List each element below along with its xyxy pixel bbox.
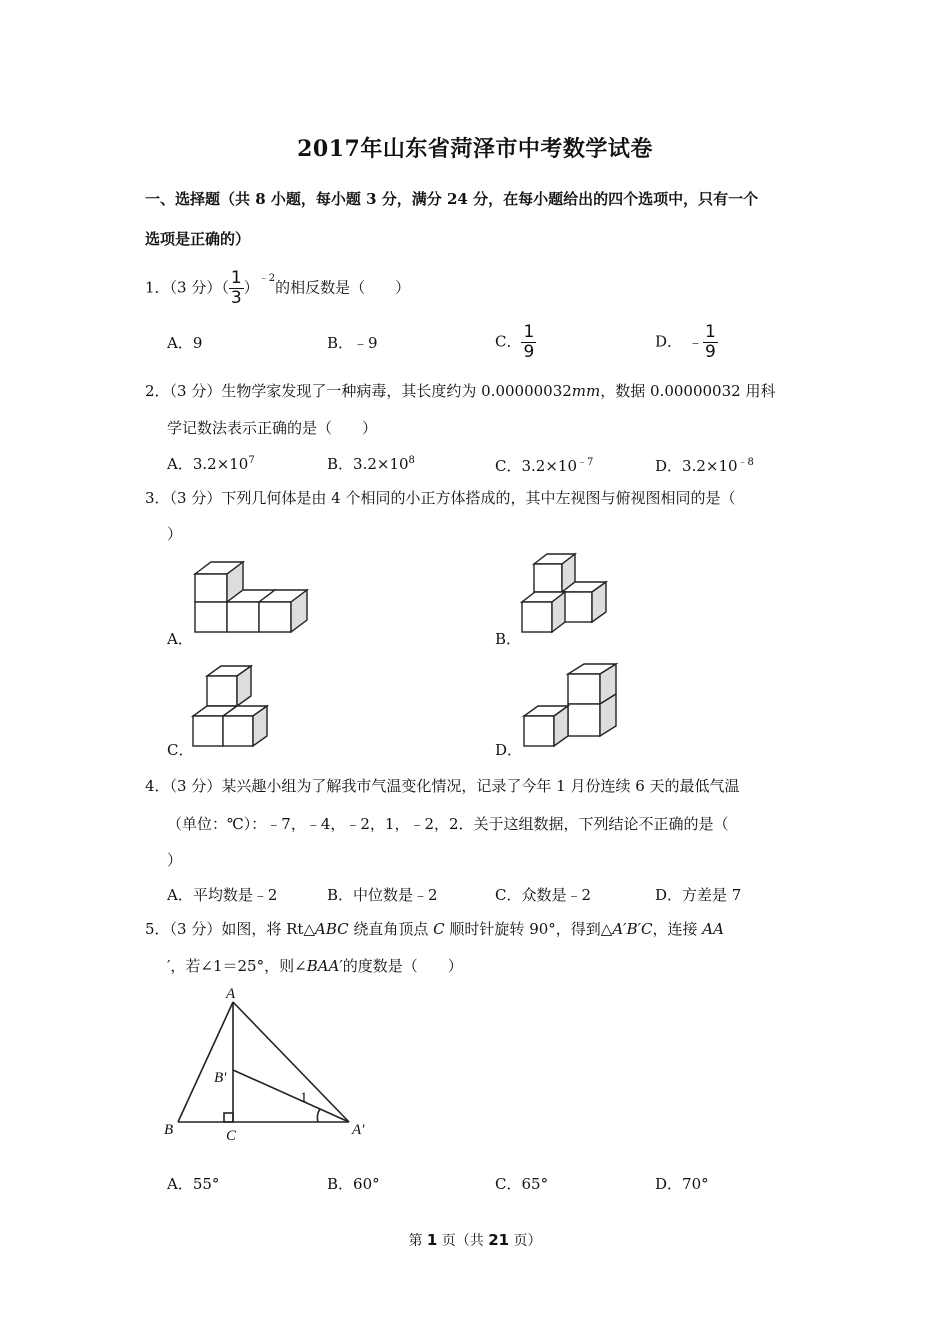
fraction-denominator: 9: [523, 342, 535, 362]
current-page-number: 1: [426, 1231, 438, 1249]
option-text: A．3.2×10: [167, 455, 249, 473]
exponent: ﹣7: [577, 457, 594, 468]
q1-option-c[interactable]: [495, 324, 536, 361]
question-2-line2: 学记数法表示正确的是（ ）: [167, 419, 378, 437]
question-3-line2: ）: [167, 525, 183, 543]
question-1: [145, 270, 410, 307]
exponent: 7: [248, 455, 255, 466]
section-heading-line2: 选项是正确的）: [145, 230, 251, 248]
question-3-line1: [145, 487, 735, 508]
total-page-count: 21: [488, 1231, 510, 1249]
q4-option-d[interactable]: D．方差是 7: [655, 886, 742, 904]
q3-option-b[interactable]: B．: [495, 630, 522, 648]
q4-option-c[interactable]: C．众数是﹣2: [495, 886, 592, 904]
question-number: 2．: [145, 382, 170, 400]
question-text: 的相反数是（ ）: [275, 278, 411, 297]
question-text: ，连接: [652, 920, 703, 938]
fraction-denominator: 3: [230, 288, 242, 308]
q1-option-d[interactable]: [655, 324, 718, 361]
q5-option-a[interactable]: A．55°: [167, 1175, 220, 1193]
q2-option-c[interactable]: [495, 453, 593, 476]
question-text: （3 分）如图，将 Rt△: [169, 920, 315, 938]
option-text: B．3.2×10: [327, 455, 409, 473]
footer-text: 页）: [509, 1233, 542, 1249]
q3-figure-d: [520, 660, 620, 748]
question-text: 的度数是（ ）: [342, 957, 463, 975]
question-4-line3: ）: [167, 851, 183, 869]
question-text: ，数据 0.00000032 用科: [600, 382, 776, 400]
paren-open: （: [221, 278, 229, 297]
fraction-numerator: 1: [230, 268, 242, 288]
q3-option-c[interactable]: C．: [167, 741, 194, 759]
q5-option-b[interactable]: B．60°: [327, 1175, 380, 1193]
q3-option-a[interactable]: A．: [167, 630, 193, 648]
label-a: A: [226, 986, 236, 1002]
fraction-numerator: 1: [705, 322, 716, 342]
q2-option-d[interactable]: [655, 453, 754, 476]
label-b: B: [164, 1122, 174, 1138]
question-number: 4．: [145, 777, 170, 795]
math-abc: ABC: [315, 920, 349, 938]
option-label: C．: [495, 332, 522, 351]
math-baa-prime: BAA′: [306, 957, 343, 975]
question-text: （3 分）下列几何体是由 4 个相同的小正方体搭成的，其中左视图与俯视图相同的是（: [169, 489, 736, 507]
question-4-line1: [145, 775, 740, 796]
fraction-denominator: 9: [705, 342, 716, 362]
paren-close: ）: [243, 278, 259, 297]
option-text: D．3.2×10: [655, 457, 738, 475]
question-4-line2: （单位：℃）：﹣7，﹣4，﹣2，1，﹣2，2．关于这组数据，下列结论不正确的是（: [167, 815, 729, 833]
q2-option-a[interactable]: [167, 453, 255, 474]
fraction-one-ninth: [521, 324, 536, 361]
fraction-numerator: 1: [523, 322, 535, 342]
label-c: C: [226, 1128, 237, 1144]
question-score: （3 分）: [169, 278, 222, 297]
exponent: ﹣8: [737, 457, 754, 468]
q3-figure-a: [190, 558, 320, 638]
q5-option-d[interactable]: D．70°: [655, 1175, 709, 1193]
question-5-line2: [167, 955, 463, 976]
question-text: 顺时针旋转 90°，得到△: [444, 920, 613, 938]
fraction-one-ninth: [703, 324, 718, 361]
q2-option-b[interactable]: [327, 453, 415, 474]
q4-option-b[interactable]: B．中位数是﹣2: [327, 886, 438, 904]
option-text: C．3.2×10: [495, 457, 577, 475]
q1-option-a[interactable]: A．9: [167, 334, 203, 352]
q1-option-b[interactable]: B．﹣9: [327, 334, 378, 352]
footer-text: 页（共: [437, 1233, 489, 1249]
question-2-line1: [145, 380, 775, 401]
unit-mm: mm: [571, 382, 601, 400]
label-a-prime: A′: [352, 1122, 365, 1138]
page-footer: [0, 1230, 950, 1250]
question-text: 绕直角顶点: [348, 920, 434, 938]
question-5-line1: [145, 918, 724, 939]
question-text: ′，若∠1＝25°，则∠: [167, 957, 307, 975]
minus-sign: ﹣: [688, 332, 704, 351]
question-number: 3．: [145, 489, 170, 507]
q3-figure-b: [520, 552, 610, 636]
section-heading-line1: 一、选择题（共 8 小题，每小题 3 分，满分 24 分，在每小题给出的四个选项中，只有一个: [145, 190, 759, 208]
q4-option-a[interactable]: A．平均数是﹣2: [167, 886, 278, 904]
label-angle-1: 1: [300, 1090, 308, 1106]
exponent: ﹣2: [258, 272, 276, 284]
page-title: 2017年山东省菏泽市中考数学试卷: [297, 136, 653, 162]
math-c: C: [433, 920, 445, 938]
math-aa: AA: [702, 920, 724, 938]
math-a-prime-b-prime-c: A′B′C: [612, 920, 653, 938]
option-label: D．: [655, 332, 683, 351]
label-b-prime: B′: [214, 1070, 227, 1086]
q3-option-d[interactable]: D．: [495, 741, 523, 759]
question-number: 5．: [145, 920, 170, 938]
q5-option-c[interactable]: C．65°: [495, 1175, 549, 1193]
exponent: 8: [408, 455, 415, 466]
fraction-one-third: [229, 270, 244, 307]
footer-text: 第: [408, 1233, 427, 1249]
q5-triangle-figure: [160, 982, 380, 1144]
question-text: （3 分）某兴趣小组为了解我市气温变化情况，记录了今年 1 月份连续 6 天的最低气温: [169, 777, 740, 795]
question-number: 1．: [145, 278, 170, 297]
q3-figure-c: [190, 662, 275, 748]
question-text: （3 分）生物学家发现了一种病毒，其长度约为 0.00000032: [169, 382, 572, 400]
